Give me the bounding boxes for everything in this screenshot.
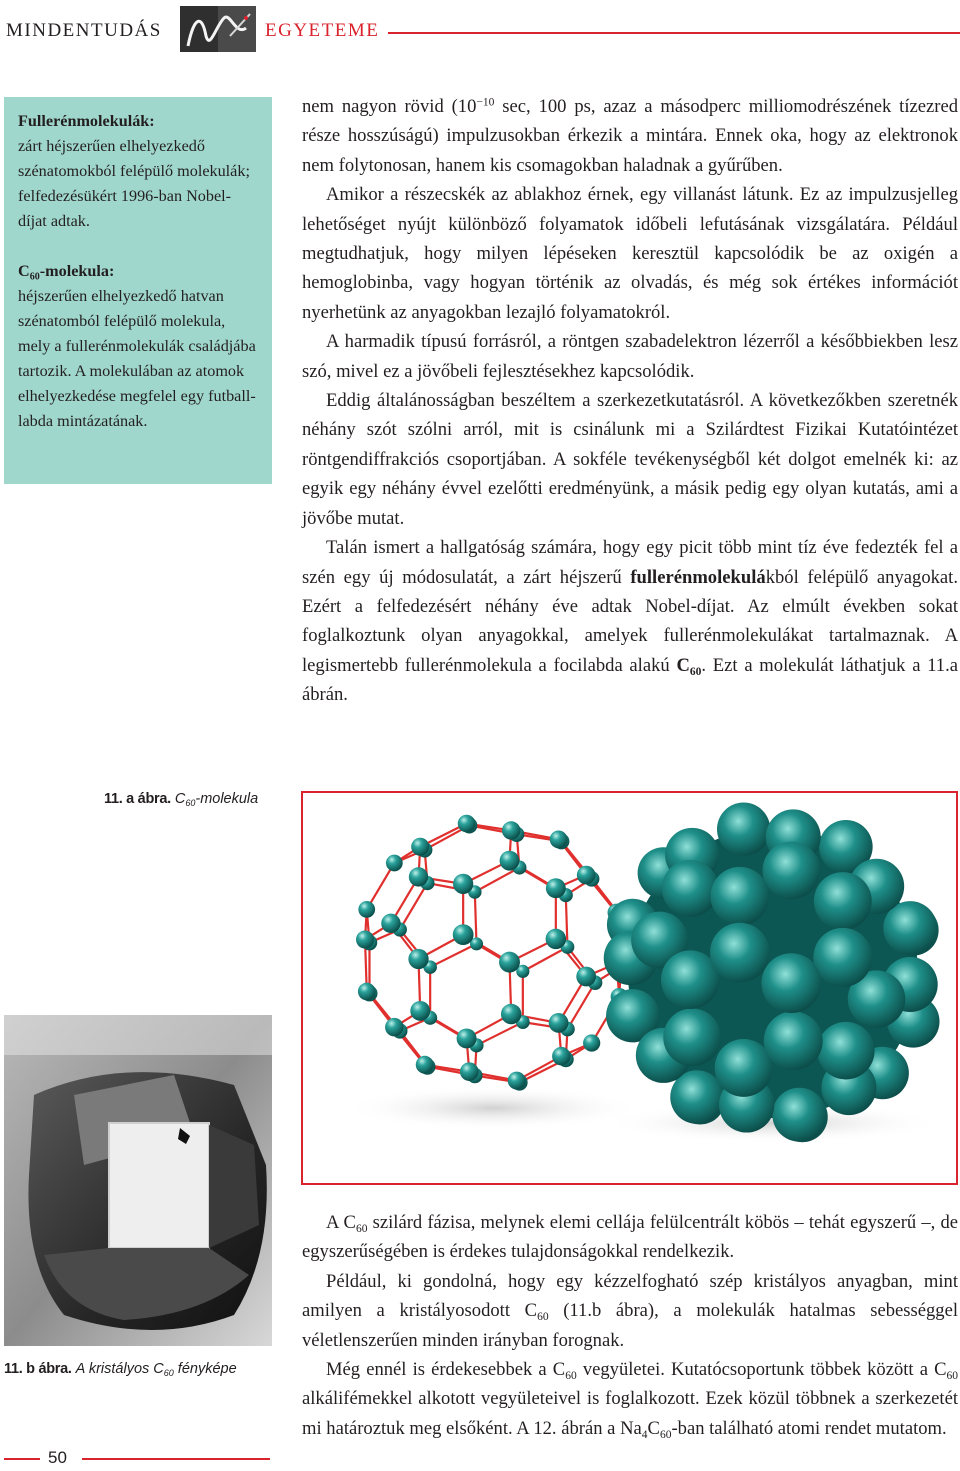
atom: [549, 1013, 569, 1033]
header-logo: [180, 6, 256, 52]
atom: [577, 866, 596, 885]
atom: [410, 1001, 430, 1021]
atom-sphere: [772, 1088, 826, 1142]
bond: [477, 1022, 523, 1045]
atom: [409, 867, 428, 886]
atom: [356, 931, 374, 949]
atom: [502, 821, 521, 840]
bond: [400, 883, 428, 929]
bond: [430, 944, 476, 967]
glossary-entry-c60: [18, 259, 258, 434]
header-right-title: EGYETEME: [265, 20, 380, 41]
atom: [583, 1034, 600, 1051]
atom-sphere: [717, 803, 770, 856]
paragraph: A harmadik típusú forrásról, a röntgen szabadelektron lézerről a későbbiekben lesz szó, mivel ez a jövőbeli fejlesztésekhez kapcsolódik.: [302, 331, 958, 382]
atom: [460, 1062, 479, 1081]
ball-stick-bonds: [365, 824, 621, 1083]
figure-11b-caption: [4, 1361, 237, 1377]
figure-11b-crystal-photo: [4, 1015, 272, 1346]
header-left-title: MINDENTUDÁS: [6, 20, 162, 41]
atom: [576, 967, 596, 987]
header-rule: [388, 32, 960, 34]
atom-sphere: [661, 950, 720, 1009]
atom: [500, 851, 520, 871]
atom-sphere: [662, 860, 719, 917]
bond: [475, 868, 520, 892]
atom: [408, 949, 428, 969]
atom: [508, 1072, 526, 1090]
space-filling-model: [604, 803, 940, 1143]
crystal-photo-image: [4, 1015, 272, 1346]
atom: [552, 1047, 571, 1066]
atom: [546, 929, 566, 949]
atom: [381, 914, 400, 933]
paragraph: Például, ki gondolná, hogy egy kézzelfogható szép kristályos anyagban, mint amilyen a kristályosodott $C_{60}$ (11.b ábra), a molekulák hatalmas sebességgel véletlenszerűen minden irányban forognak.: [302, 1270, 958, 1351]
atom: [386, 855, 403, 872]
figure-11a-caption: [104, 791, 258, 807]
glossary-box: [4, 97, 272, 484]
atom: [546, 878, 566, 898]
page-number-rule-left: [4, 1458, 40, 1460]
atom-sphere: [715, 1039, 773, 1097]
body-text-lower: [302, 1208, 958, 1443]
paragraph: nem nagyon rövid ($10^{-10}$ sec, 100 ps, azaz a másodperc milliomodrészének tízezred része hosszúságú) impulzusokban érkezik a mintára. Ennek oka, hogy az elektronok nem folytonosan, hanem kis csomagokban haladnak a gyűrűben.: [302, 96, 958, 176]
figure-11a-c60-models: [301, 791, 958, 1185]
caption-text: A kristályos $C_{60}$ fényképe: [75, 1361, 237, 1379]
body-text-upper: [302, 92, 958, 710]
atom-sphere: [711, 867, 770, 926]
atom: [457, 1028, 477, 1048]
atom: [416, 1056, 434, 1074]
glossary-term: Fullerénmolekulák:: [18, 112, 155, 130]
atom: [385, 1018, 404, 1037]
atom-sphere: [813, 928, 872, 987]
atom-sphere: [764, 1011, 823, 1070]
page-header: [0, 0, 960, 60]
atom-sphere: [814, 872, 872, 930]
paragraph: A $C_{60}$ szilárd fázisa, melynek elemi cellája felülcentrált köbös – tehát egyszerű –, de egyszerűségében is érdekes tulajdonságokkal rendelkezik.: [302, 1212, 958, 1263]
bond: [567, 983, 595, 1029]
paragraph: Amikor a részecskék az ablakhoz érnek, egy villanást látunk. Ez az impulzusjelleg lehetőséget nyújt különböző folyamatok időbeli lefutásának vizsgálatára. Például megtudhatjuk, hogy milyen lépéseken keresztül kapcsolódik be az oxigén a hemoglobinba, vagy hogyan történik az olvadás, és még sok értékes információt nyerhetünk az anyagokban lezajló folyamatokról.: [302, 184, 958, 323]
atom: [358, 901, 375, 918]
atom: [499, 952, 520, 973]
atom-sphere: [817, 1022, 875, 1080]
bond: [475, 892, 477, 944]
atom-sphere: [761, 953, 821, 1013]
logo-graphic: [180, 6, 256, 52]
atom: [458, 815, 476, 833]
atom: [501, 1004, 521, 1024]
atom-sphere: [663, 1008, 721, 1066]
page-number-rule-right: [82, 1458, 270, 1460]
glossary-entry-fullerene: [18, 109, 258, 234]
atom: [453, 874, 473, 894]
caption-text: $C_{60}$-molekula: [174, 791, 259, 809]
bond: [523, 947, 568, 971]
atom: [550, 830, 568, 848]
paragraph: Talán ismert a hallgatóság számára, hogy egy picit több mint tíz éve fedezték fel a szén egy új módosulatát, a zárt héjszerű fullerénmolekulákból felépülő anyagokat. Ezért a felfedezésért néhány éve adtak Nobel-díjat. Az elmúlt években sokat foglalkoztunk olyan anyagokkal, amelyek fullerénmolekulákat tartalmaznak. A legismertebb fullerénmolekula a focilabda alakú $C_{60}$. Ezt a molekulát láthatjuk a 11.a ábrán.: [302, 537, 959, 706]
paragraph: Eddig általánosságban beszéltem a szerkezetkutatásról. A következőkben szeretnék néhány szót szólni arról, mit is csinálunk mi a Szilárdtest Fizikai Kutatóintézet röntgendiffrakciós csoportjában. A sokféle tevékenységből két dolgot emelnék ki: az egyik egy néhány évvel ezelőtti eredményünk, a másik pedig egy olyan kutatás, ami a jövőbe mutat.: [302, 390, 958, 529]
glossary-definition: héjszerűen elhelyezkedő hatvan szénatomból felépülő molekula, mely a fullerénmolekulák családjába tartozik. A molekulában az atomok elhelyezkedése megfelel egy futball-labda mintázatának.: [18, 287, 256, 430]
caption-number: 11. b ábra.: [4, 1361, 72, 1377]
caption-number: 11. a ábra.: [104, 791, 171, 807]
page-number: 50: [48, 1448, 67, 1467]
atom-sphere: [710, 923, 770, 983]
glossary-term: $C_{60}$-molekula:: [18, 262, 115, 283]
atom-sphere: [762, 842, 820, 900]
atom: [411, 838, 429, 856]
c60-illustration: [303, 793, 956, 1183]
paragraph: Még ennél is érdekesebbek a $C_{60}$ vegyületei. Kutatócsoportunk többek között a $C_{60}$ alkálifémekkel alkotott vegyületeivel is foglalkozott. Ezek közül többnek a szerkezetét mi határoztuk meg elsőként. A 12. ábrán a $Na_4C_{60}$-ban található atomi rendet mutatom.: [302, 1359, 959, 1441]
atom: [358, 983, 376, 1001]
atom: [453, 924, 474, 945]
glossary-definition: zárt héjszerűen elhelyezkedő szénatomokból felépülő molekulák; felfedezésükért 1996-ban Nobel-díjat adtak.: [18, 137, 250, 230]
